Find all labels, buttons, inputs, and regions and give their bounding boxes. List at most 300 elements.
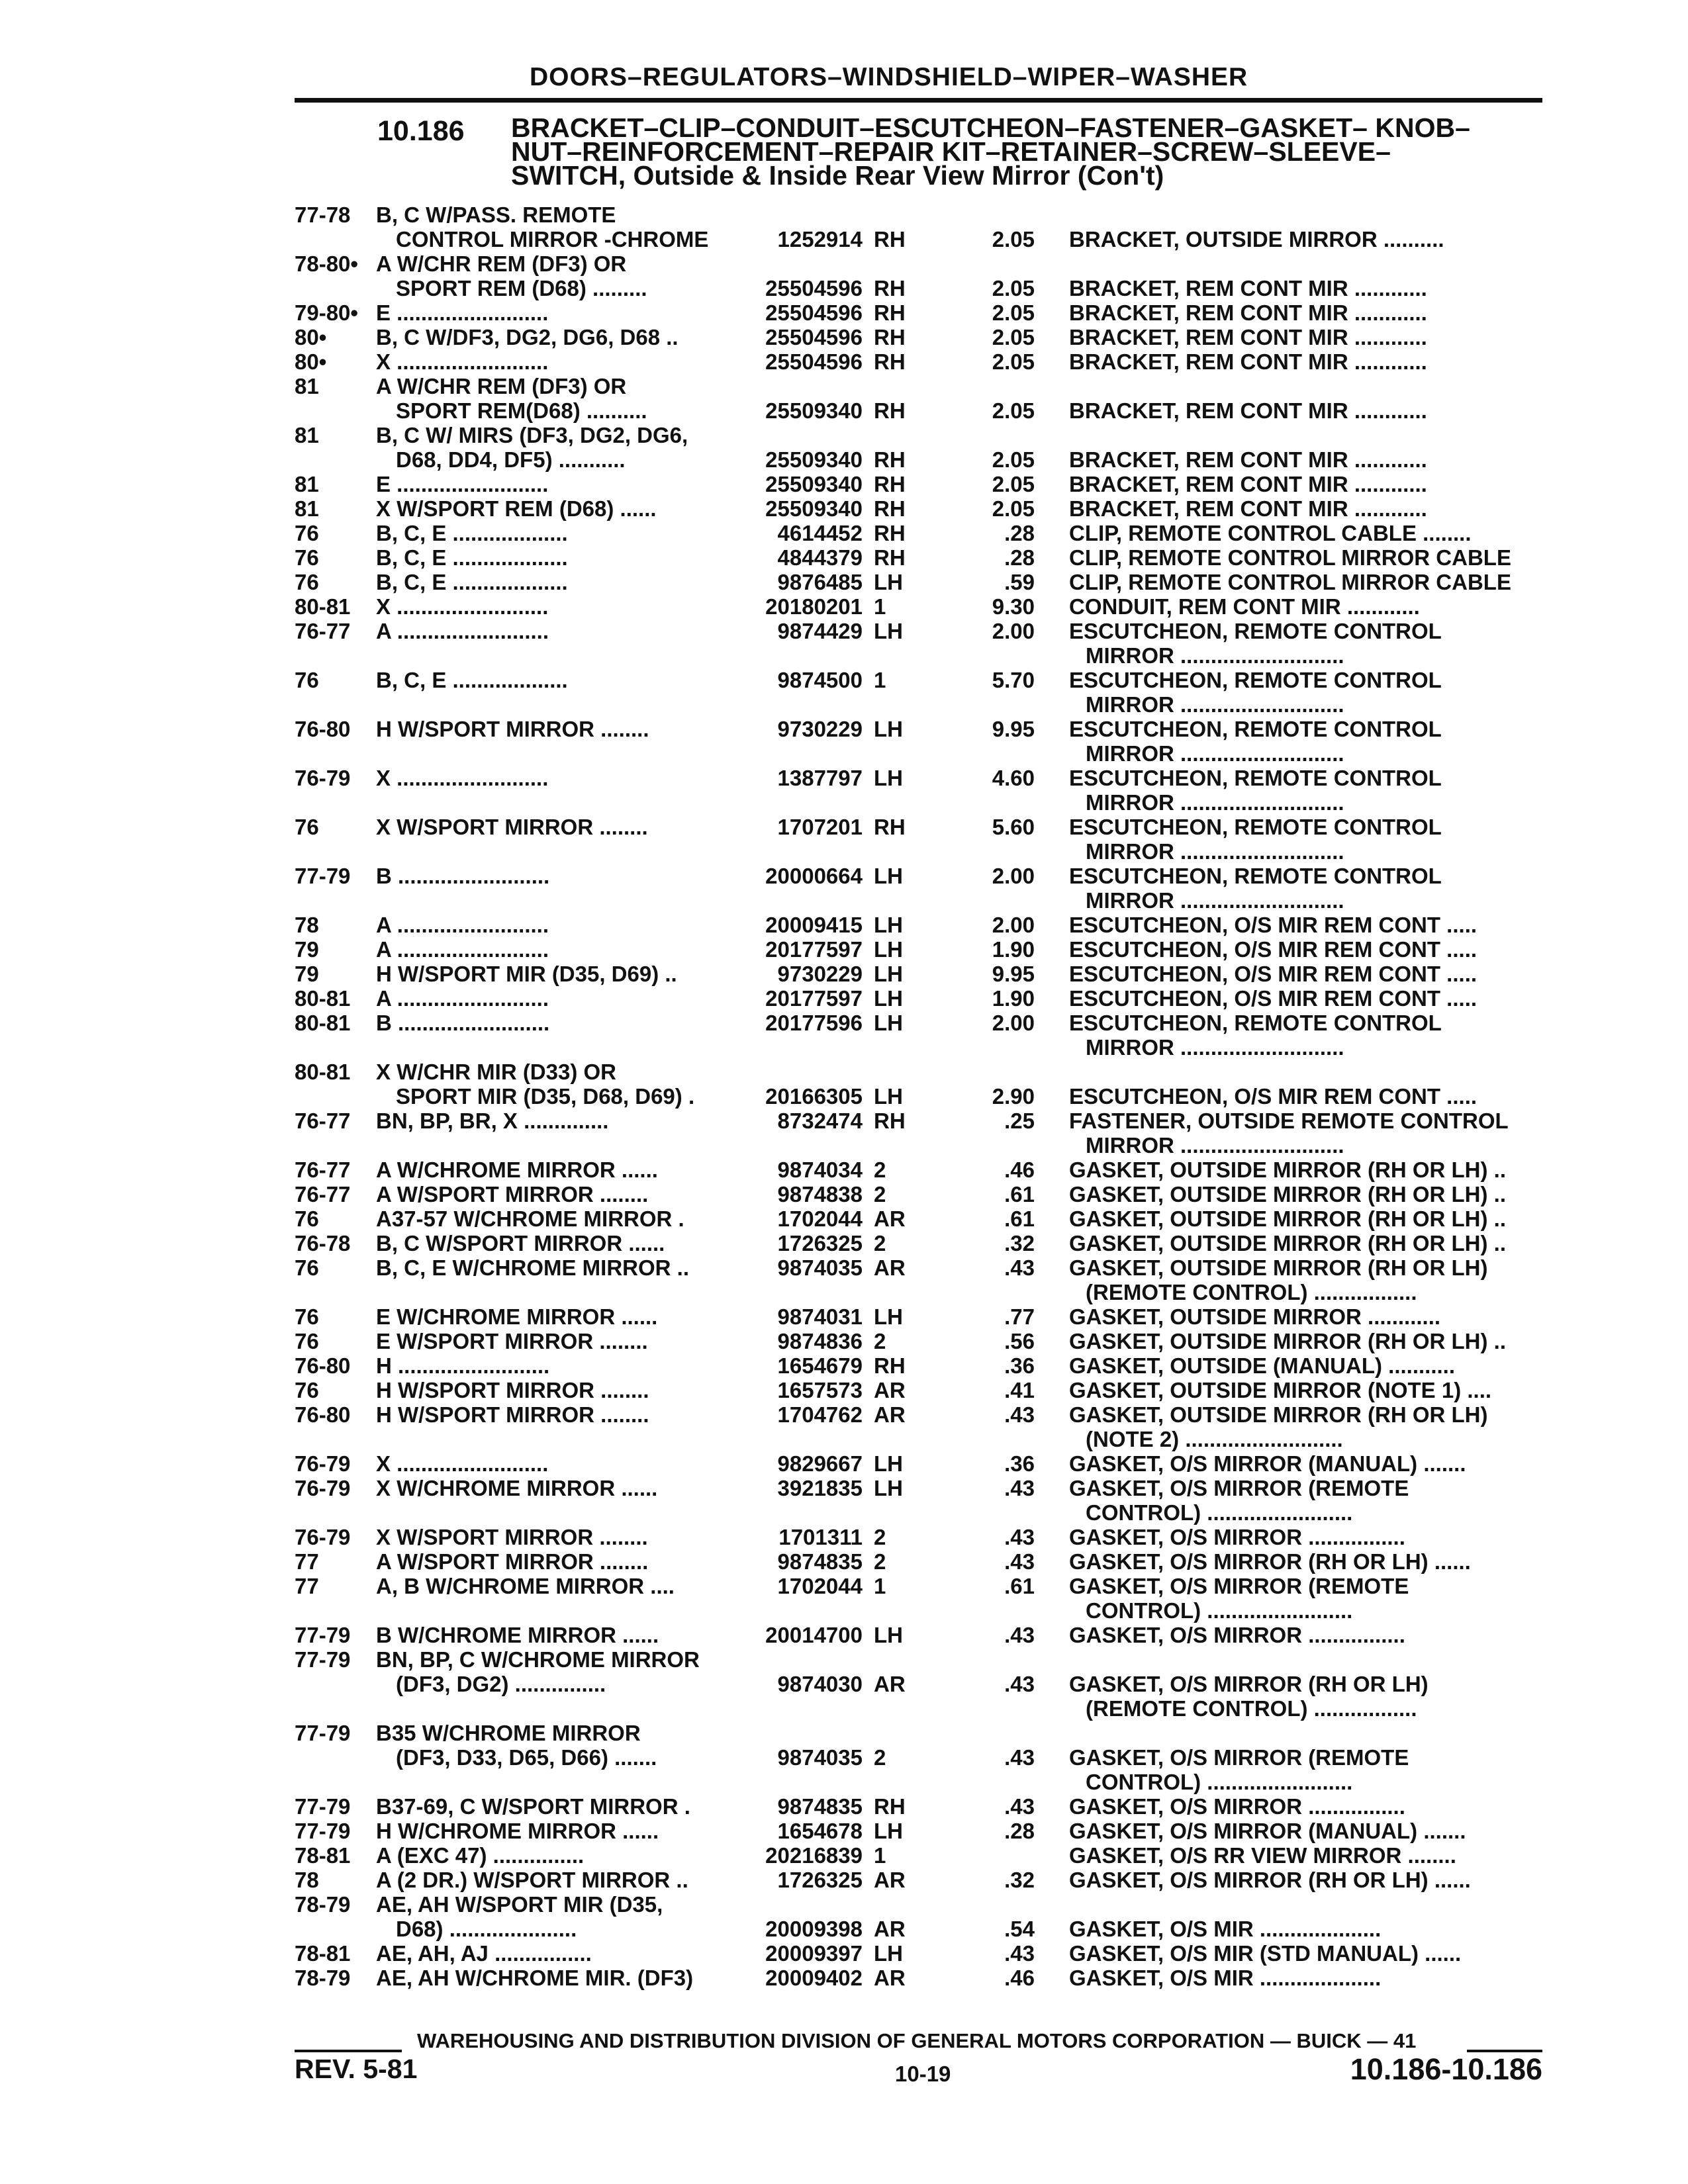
part-number-cell: 1726325 <box>777 1231 863 1255</box>
part-number-cell: 1704762 <box>777 1402 863 1427</box>
description-cell: A W/CHR REM (DF3) OR <box>376 374 627 398</box>
part-name-cell: GASKET, O/S MIR .................... <box>1069 1966 1382 1990</box>
description-cell: (DF3, DG2) ............... <box>396 1672 606 1696</box>
parts-row <box>0 937 1688 962</box>
quantity-cell: 2 <box>874 1329 886 1353</box>
price-cell: 2.05 <box>992 496 1035 521</box>
year-cell: 77-79 <box>295 1647 351 1672</box>
quantity-cell: 2 <box>874 1549 886 1574</box>
description-cell: B, C, E ................... <box>376 545 568 570</box>
part-number-cell: 25504596 <box>765 325 863 349</box>
part-name-cell: GASKET, O/S MIR .................... <box>1069 1917 1382 1941</box>
parts-row <box>0 815 1688 839</box>
parts-row-continuation <box>0 1280 1688 1304</box>
price-cell: .46 <box>1004 1158 1035 1182</box>
part-number-cell: 4614452 <box>777 521 863 545</box>
year-cell: 79-80• <box>295 300 358 325</box>
part-number-cell: 25509340 <box>765 447 863 472</box>
parts-row-continuation <box>0 692 1688 717</box>
parts-row <box>0 1402 1688 1427</box>
description-cell: A, B W/CHROME MIRROR .... <box>376 1574 675 1598</box>
description-cell: A37-57 W/CHROME MIRROR . <box>376 1206 684 1231</box>
part-name-cell: MIRROR ........................... <box>1086 643 1344 668</box>
description-cell: B, C, E ................... <box>376 521 568 545</box>
part-number-cell: 9874031 <box>777 1304 863 1329</box>
quantity-cell: RH <box>874 398 906 423</box>
quantity-cell: LH <box>874 619 903 643</box>
quantity-cell: 1 <box>874 668 886 692</box>
part-name-cell: GASKET, O/S MIRROR (RH OR LH) ...... <box>1069 1549 1471 1574</box>
part-name-cell: GASKET, O/S MIR (STD MANUAL) ...... <box>1069 1941 1462 1966</box>
quantity-cell: AR <box>874 1966 906 1990</box>
parts-row <box>0 1819 1688 1843</box>
price-cell: .77 <box>1004 1304 1035 1329</box>
year-cell: 77 <box>295 1549 319 1574</box>
part-number-cell: 25509340 <box>765 496 863 521</box>
price-cell: .43 <box>1004 1255 1035 1280</box>
footer-rule-left <box>295 2050 402 2052</box>
part-name-cell: (REMOTE CONTROL) ................. <box>1086 1696 1417 1721</box>
description-cell: SPORT REM (D68) ......... <box>396 276 647 300</box>
description-cell: H W/SPORT MIRROR ........ <box>376 1378 649 1402</box>
quantity-cell: RH <box>874 815 906 839</box>
parts-row-continuation <box>0 888 1688 913</box>
description-cell: X ......................... <box>376 349 549 374</box>
price-cell: .41 <box>1004 1378 1035 1402</box>
description-cell: SPORT REM(D68) .......... <box>396 398 647 423</box>
quantity-cell: RH <box>874 545 906 570</box>
description-cell: X ......................... <box>376 1451 549 1476</box>
part-name-cell: CLIP, REMOTE CONTROL CABLE ........ <box>1069 521 1472 545</box>
description-cell: B35 W/CHROME MIRROR <box>376 1721 641 1745</box>
price-cell: .43 <box>1004 1525 1035 1549</box>
quantity-cell: AR <box>874 1206 906 1231</box>
year-cell: 78-80• <box>295 251 358 276</box>
part-number-cell: 20009415 <box>765 913 863 937</box>
year-cell: 76-79 <box>295 1451 351 1476</box>
year-cell: 77-79 <box>295 1623 351 1647</box>
part-name-cell: MIRROR ........................... <box>1086 888 1344 913</box>
price-cell: .54 <box>1004 1917 1035 1941</box>
description-cell: H W/CHROME MIRROR ...... <box>376 1819 659 1843</box>
price-cell: 4.60 <box>992 766 1035 790</box>
year-cell: 78-81 <box>295 1941 351 1966</box>
part-number-cell: 4844379 <box>777 545 863 570</box>
price-cell: 5.60 <box>992 815 1035 839</box>
parts-row <box>0 1158 1688 1182</box>
part-number-cell: 20000664 <box>765 864 863 888</box>
parts-row <box>0 1011 1688 1035</box>
price-cell: 9.95 <box>992 717 1035 741</box>
description-cell: AE, AH, AJ ................ <box>376 1941 592 1966</box>
quantity-cell: RH <box>874 1353 906 1378</box>
part-name-cell: GASKET, OUTSIDE (MANUAL) ........... <box>1069 1353 1456 1378</box>
price-cell: .36 <box>1004 1353 1035 1378</box>
parts-row-continuation <box>0 1500 1688 1525</box>
part-name-cell: ESCUTCHEON, REMOTE CONTROL <box>1069 766 1442 790</box>
quantity-cell: LH <box>874 913 903 937</box>
parts-row <box>0 300 1688 325</box>
quantity-cell: 1 <box>874 1574 886 1598</box>
parts-row <box>0 1843 1688 1868</box>
part-name-cell: ESCUTCHEON, O/S MIR REM CONT ..... <box>1069 986 1477 1011</box>
quantity-cell: AR <box>874 1672 906 1696</box>
year-cell: 76-80 <box>295 717 351 741</box>
part-name-cell: GASKET, OUTSIDE MIRROR (NOTE 1) .... <box>1069 1378 1492 1402</box>
price-cell: 2.05 <box>992 300 1035 325</box>
year-cell: 80-81 <box>295 1011 351 1035</box>
description-cell: H W/SPORT MIRROR ........ <box>376 717 649 741</box>
quantity-cell: 1 <box>874 594 886 619</box>
part-number-cell: 9874035 <box>777 1255 863 1280</box>
quantity-cell: LH <box>874 570 903 594</box>
part-name-cell: ESCUTCHEON, REMOTE CONTROL <box>1069 864 1442 888</box>
part-name-cell: ESCUTCHEON, REMOTE CONTROL <box>1069 619 1442 643</box>
parts-row <box>0 1672 1688 1696</box>
parts-row <box>0 496 1688 521</box>
parts-row <box>0 1476 1688 1500</box>
part-name-cell: BRACKET, REM CONT MIR ............ <box>1069 472 1427 496</box>
description-cell: (DF3, D33, D65, D66) ....... <box>396 1745 657 1770</box>
part-number-cell: 9874034 <box>777 1158 863 1182</box>
description-cell: E W/CHROME MIRROR ...... <box>376 1304 658 1329</box>
price-cell: .43 <box>1004 1402 1035 1427</box>
part-name-cell: MIRROR ........................... <box>1086 741 1344 766</box>
part-name-cell: GASKET, OUTSIDE MIRROR ............ <box>1069 1304 1441 1329</box>
year-cell: 76-77 <box>295 619 351 643</box>
header-rule <box>295 98 1542 103</box>
quantity-cell: AR <box>874 1917 906 1941</box>
quantity-cell: LH <box>874 1623 903 1647</box>
part-name-cell: BRACKET, REM CONT MIR ............ <box>1069 300 1427 325</box>
part-name-cell: GASKET, OUTSIDE MIRROR (RH OR LH) <box>1069 1402 1488 1427</box>
year-cell: 80• <box>295 349 327 374</box>
parts-row <box>0 1255 1688 1280</box>
part-name-cell: GASKET, OUTSIDE MIRROR (RH OR LH) .. <box>1069 1182 1506 1206</box>
part-name-cell: GASKET, O/S MIRROR (MANUAL) ....... <box>1069 1819 1466 1843</box>
parts-row <box>0 1794 1688 1819</box>
parts-row <box>0 1549 1688 1574</box>
price-cell: 2.90 <box>992 1084 1035 1109</box>
parts-row <box>0 203 1688 227</box>
part-name-cell: BRACKET, REM CONT MIR ............ <box>1069 349 1427 374</box>
part-name-cell: ESCUTCHEON, REMOTE CONTROL <box>1069 717 1442 741</box>
part-name-cell: GASKET, OUTSIDE MIRROR (RH OR LH) .. <box>1069 1231 1506 1255</box>
description-cell: H W/SPORT MIR (D35, D69) .. <box>376 962 677 986</box>
part-name-cell: ESCUTCHEON, O/S MIR REM CONT ..... <box>1069 1084 1477 1109</box>
quantity-cell: RH <box>874 227 906 251</box>
year-cell: 80-81 <box>295 1060 351 1084</box>
description-cell: BN, BP, C W/CHROME MIRROR <box>376 1647 700 1672</box>
price-cell: .43 <box>1004 1941 1035 1966</box>
part-name-cell: CONTROL) ........................ <box>1086 1500 1353 1525</box>
part-name-cell: GASKET, O/S MIRROR ................ <box>1069 1525 1405 1549</box>
part-name-cell: BRACKET, OUTSIDE MIRROR .......... <box>1069 227 1444 251</box>
part-number-cell: 1702044 <box>777 1206 863 1231</box>
part-number-cell: 25509340 <box>765 472 863 496</box>
parts-row <box>0 1941 1688 1966</box>
parts-row <box>0 717 1688 741</box>
part-name-cell: GASKET, OUTSIDE MIRROR (RH OR LH) .. <box>1069 1206 1506 1231</box>
quantity-cell: RH <box>874 325 906 349</box>
year-cell: 77-79 <box>295 1794 351 1819</box>
quantity-cell: LH <box>874 766 903 790</box>
part-name-cell: BRACKET, REM CONT MIR ............ <box>1069 398 1427 423</box>
part-name-cell: BRACKET, REM CONT MIR ............ <box>1069 447 1427 472</box>
quantity-cell: AR <box>874 1868 906 1892</box>
price-cell: 2.05 <box>992 227 1035 251</box>
year-cell: 76-78 <box>295 1231 351 1255</box>
part-number-cell: 1707201 <box>777 815 863 839</box>
parts-row <box>0 1868 1688 1892</box>
description-cell: A W/CHR REM (DF3) OR <box>376 251 627 276</box>
part-number-cell: 9874836 <box>777 1329 863 1353</box>
part-number-cell: 1654678 <box>777 1819 863 1843</box>
parts-row <box>0 913 1688 937</box>
description-cell: B W/CHROME MIRROR ...... <box>376 1623 659 1647</box>
footer-publisher: WAREHOUSING AND DISTRIBUTION DIVISION OF GENERAL MOTORS CORPORATION — BUICK — 41 <box>417 2029 1417 2052</box>
price-cell: .43 <box>1004 1794 1035 1819</box>
parts-row <box>0 1574 1688 1598</box>
quantity-cell: RH <box>874 276 906 300</box>
part-name-cell: BRACKET, REM CONT MIR ............ <box>1069 325 1427 349</box>
description-cell: A (2 DR.) W/SPORT MIRROR .. <box>376 1868 688 1892</box>
price-cell: .61 <box>1004 1574 1035 1598</box>
description-cell: X W/SPORT REM (D68) ...... <box>376 496 657 521</box>
quantity-cell: RH <box>874 300 906 325</box>
part-number-cell: 20009397 <box>765 1941 863 1966</box>
year-cell: 76-77 <box>295 1109 351 1133</box>
part-name-cell: MIRROR ........................... <box>1086 1133 1344 1158</box>
year-cell: 80• <box>295 325 327 349</box>
part-name-cell: GASKET, O/S MIRROR (REMOTE <box>1069 1745 1409 1770</box>
year-cell: 76-80 <box>295 1402 351 1427</box>
part-name-cell: ESCUTCHEON, REMOTE CONTROL <box>1069 815 1442 839</box>
part-number-cell: 20166305 <box>765 1084 863 1109</box>
quantity-cell: LH <box>874 1476 903 1500</box>
part-number-cell: 1726325 <box>777 1868 863 1892</box>
part-number-cell: 1702044 <box>777 1574 863 1598</box>
quantity-cell: 2 <box>874 1182 886 1206</box>
price-cell: 1.90 <box>992 986 1035 1011</box>
part-number-cell: 1387797 <box>777 766 863 790</box>
parts-row <box>0 349 1688 374</box>
quantity-cell: RH <box>874 1109 906 1133</box>
description-cell: B, C, E W/CHROME MIRROR .. <box>376 1255 689 1280</box>
year-cell: 81 <box>295 472 319 496</box>
year-cell: 76 <box>295 1378 319 1402</box>
year-cell: 76 <box>295 1329 319 1353</box>
section-title-line: SWITCH, Outside & Inside Rear View Mirror (Con't) <box>511 160 1164 191</box>
year-cell: 79 <box>295 937 319 962</box>
part-name-cell: BRACKET, REM CONT MIR ............ <box>1069 276 1427 300</box>
part-name-cell: CONTROL) ........................ <box>1086 1598 1353 1623</box>
price-cell: .43 <box>1004 1549 1035 1574</box>
part-number-cell: 25504596 <box>765 300 863 325</box>
part-number-cell: 20014700 <box>765 1623 863 1647</box>
description-cell: B, C W/PASS. REMOTE <box>376 203 616 227</box>
year-cell: 76-77 <box>295 1158 351 1182</box>
part-name-cell: CONTROL) ........................ <box>1086 1770 1353 1794</box>
price-cell: .28 <box>1004 1819 1035 1843</box>
part-name-cell: GASKET, O/S MIRROR (RH OR LH) <box>1069 1672 1429 1696</box>
price-cell: 2.00 <box>992 913 1035 937</box>
parts-row <box>0 864 1688 888</box>
part-name-cell: GASKET, O/S MIRROR (REMOTE <box>1069 1476 1409 1500</box>
part-number-cell: 9874429 <box>777 619 863 643</box>
part-number-cell: 20177597 <box>765 986 863 1011</box>
year-cell: 76 <box>295 1255 319 1280</box>
part-name-cell: MIRROR ........................... <box>1086 692 1344 717</box>
price-cell: .28 <box>1004 545 1035 570</box>
description-cell: A ......................... <box>376 913 549 937</box>
part-number-cell: 9730229 <box>777 962 863 986</box>
parts-row-continuation <box>0 1427 1688 1451</box>
parts-row <box>0 1182 1688 1206</box>
description-cell: A ......................... <box>376 937 549 962</box>
quantity-cell: AR <box>874 1378 906 1402</box>
part-name-cell: GASKET, O/S RR VIEW MIRROR ........ <box>1069 1843 1456 1868</box>
description-cell: B, C W/SPORT MIRROR ...... <box>376 1231 665 1255</box>
part-name-cell: GASKET, O/S MIRROR ................ <box>1069 1623 1405 1647</box>
description-cell: SPORT MIR (D35, D68, D69) . <box>396 1084 695 1109</box>
part-number-cell: 20009402 <box>765 1966 863 1990</box>
description-cell: E ......................... <box>376 300 549 325</box>
price-cell: .43 <box>1004 1672 1035 1696</box>
year-cell: 76 <box>295 570 319 594</box>
description-cell: H W/SPORT MIRROR ........ <box>376 1402 649 1427</box>
description-cell: X W/CHROME MIRROR ...... <box>376 1476 658 1500</box>
parts-row-continuation <box>0 1598 1688 1623</box>
part-name-cell: ESCUTCHEON, O/S MIR REM CONT ..... <box>1069 937 1477 962</box>
part-number-cell: 9874035 <box>777 1745 863 1770</box>
part-name-cell: (REMOTE CONTROL) ................. <box>1086 1280 1417 1304</box>
year-cell: 76-79 <box>295 1525 351 1549</box>
price-cell: 2.05 <box>992 447 1035 472</box>
year-cell: 76-80 <box>295 1353 351 1378</box>
part-name-cell: BRACKET, REM CONT MIR ............ <box>1069 496 1427 521</box>
year-cell: 78 <box>295 1868 319 1892</box>
part-name-cell: FASTENER, OUTSIDE REMOTE CONTROL <box>1069 1109 1509 1133</box>
parts-row <box>0 472 1688 496</box>
year-cell: 77-79 <box>295 864 351 888</box>
part-number-cell: 8732474 <box>777 1109 863 1133</box>
quantity-cell: LH <box>874 986 903 1011</box>
description-cell: AE, AH W/CHROME MIR. (DF3) <box>376 1966 694 1990</box>
part-name-cell: GASKET, O/S MIRROR ................ <box>1069 1794 1405 1819</box>
part-number-cell: 20180201 <box>765 594 863 619</box>
description-cell: B, C, E ................... <box>376 570 568 594</box>
description-cell: A W/SPORT MIRROR ........ <box>376 1549 649 1574</box>
price-cell: .28 <box>1004 521 1035 545</box>
part-number-cell: 9874030 <box>777 1672 863 1696</box>
part-name-cell: CLIP, REMOTE CONTROL MIRROR CABLE <box>1069 570 1511 594</box>
year-cell: 76 <box>295 815 319 839</box>
year-cell: 76-77 <box>295 1182 351 1206</box>
section-title-line: BRACKET–CLIP–CONDUIT–ESCUTCHEON–FASTENER–GASKET– KNOB– <box>511 113 1470 143</box>
quantity-cell: LH <box>874 1819 903 1843</box>
parts-row <box>0 227 1688 251</box>
year-cell: 78-79 <box>295 1966 351 1990</box>
parts-row <box>0 1623 1688 1647</box>
parts-row <box>0 447 1688 472</box>
price-cell: .25 <box>1004 1109 1035 1133</box>
parts-row <box>0 251 1688 276</box>
part-number-cell: 9876485 <box>777 570 863 594</box>
description-cell: D68, DD4, DF5) ........... <box>396 447 626 472</box>
description-cell: X ......................... <box>376 766 549 790</box>
part-number-cell: 9874838 <box>777 1182 863 1206</box>
description-cell: X ......................... <box>376 594 549 619</box>
quantity-cell: 1 <box>874 1843 886 1868</box>
year-cell: 76 <box>295 521 319 545</box>
parts-row <box>0 1525 1688 1549</box>
parts-row <box>0 1892 1688 1917</box>
year-cell: 77 <box>295 1574 319 1598</box>
price-cell: .43 <box>1004 1745 1035 1770</box>
parts-row <box>0 619 1688 643</box>
year-cell: 76-79 <box>295 1476 351 1500</box>
section-title-line: NUT–REINFORCEMENT–REPAIR KIT–RETAINER–SCREW–SLEEVE– <box>511 136 1391 167</box>
parts-row-continuation <box>0 1133 1688 1158</box>
description-cell: B, C W/DF3, DG2, DG6, D68 .. <box>376 325 679 349</box>
price-cell: 1.90 <box>992 937 1035 962</box>
part-name-cell: MIRROR ........................... <box>1086 1035 1344 1060</box>
quantity-cell: LH <box>874 962 903 986</box>
price-cell: .61 <box>1004 1182 1035 1206</box>
part-name-cell: GASKET, O/S MIRROR (REMOTE <box>1069 1574 1409 1598</box>
year-cell: 80-81 <box>295 986 351 1011</box>
year-cell: 77-78 <box>295 203 351 227</box>
parts-row <box>0 1353 1688 1378</box>
part-number-cell: 9874500 <box>777 668 863 692</box>
description-cell: E W/SPORT MIRROR ........ <box>376 1329 648 1353</box>
description-cell: D68) ..................... <box>396 1917 577 1941</box>
year-cell: 77-79 <box>295 1721 351 1745</box>
part-name-cell: MIRROR ........................... <box>1086 790 1344 815</box>
price-cell: .59 <box>1004 570 1035 594</box>
description-cell: A (EXC 47) ............... <box>376 1843 585 1868</box>
price-cell: 5.70 <box>992 668 1035 692</box>
quantity-cell: RH <box>874 496 906 521</box>
section-title <box>511 113 1470 191</box>
price-cell: 9.30 <box>992 594 1035 619</box>
parts-row <box>0 1084 1688 1109</box>
parts-row-continuation <box>0 1696 1688 1721</box>
parts-row <box>0 1304 1688 1329</box>
parts-row-continuation <box>0 839 1688 864</box>
quantity-cell: LH <box>874 937 903 962</box>
description-cell: X W/CHR MIR (D33) OR <box>376 1060 616 1084</box>
description-cell: X W/SPORT MIRROR ........ <box>376 815 648 839</box>
year-cell: 81 <box>295 423 319 447</box>
revision-label: REV. 5-81 <box>295 2054 418 2084</box>
description-cell: A W/CHROME MIRROR ...... <box>376 1158 658 1182</box>
part-name-cell: ESCUTCHEON, REMOTE CONTROL <box>1069 668 1442 692</box>
part-number-cell: 1252914 <box>777 227 863 251</box>
quantity-cell: RH <box>874 521 906 545</box>
quantity-cell: RH <box>874 1794 906 1819</box>
parts-row-continuation <box>0 741 1688 766</box>
quantity-cell: AR <box>874 1402 906 1427</box>
parts-row <box>0 325 1688 349</box>
part-number-cell: 20177596 <box>765 1011 863 1035</box>
price-cell: 9.95 <box>992 962 1035 986</box>
parts-row <box>0 1329 1688 1353</box>
page-header-title: DOORS–REGULATORS–WINDSHIELD–WIPER–WASHER <box>530 63 1248 91</box>
price-cell: 2.05 <box>992 398 1035 423</box>
year-cell: 76 <box>295 668 319 692</box>
